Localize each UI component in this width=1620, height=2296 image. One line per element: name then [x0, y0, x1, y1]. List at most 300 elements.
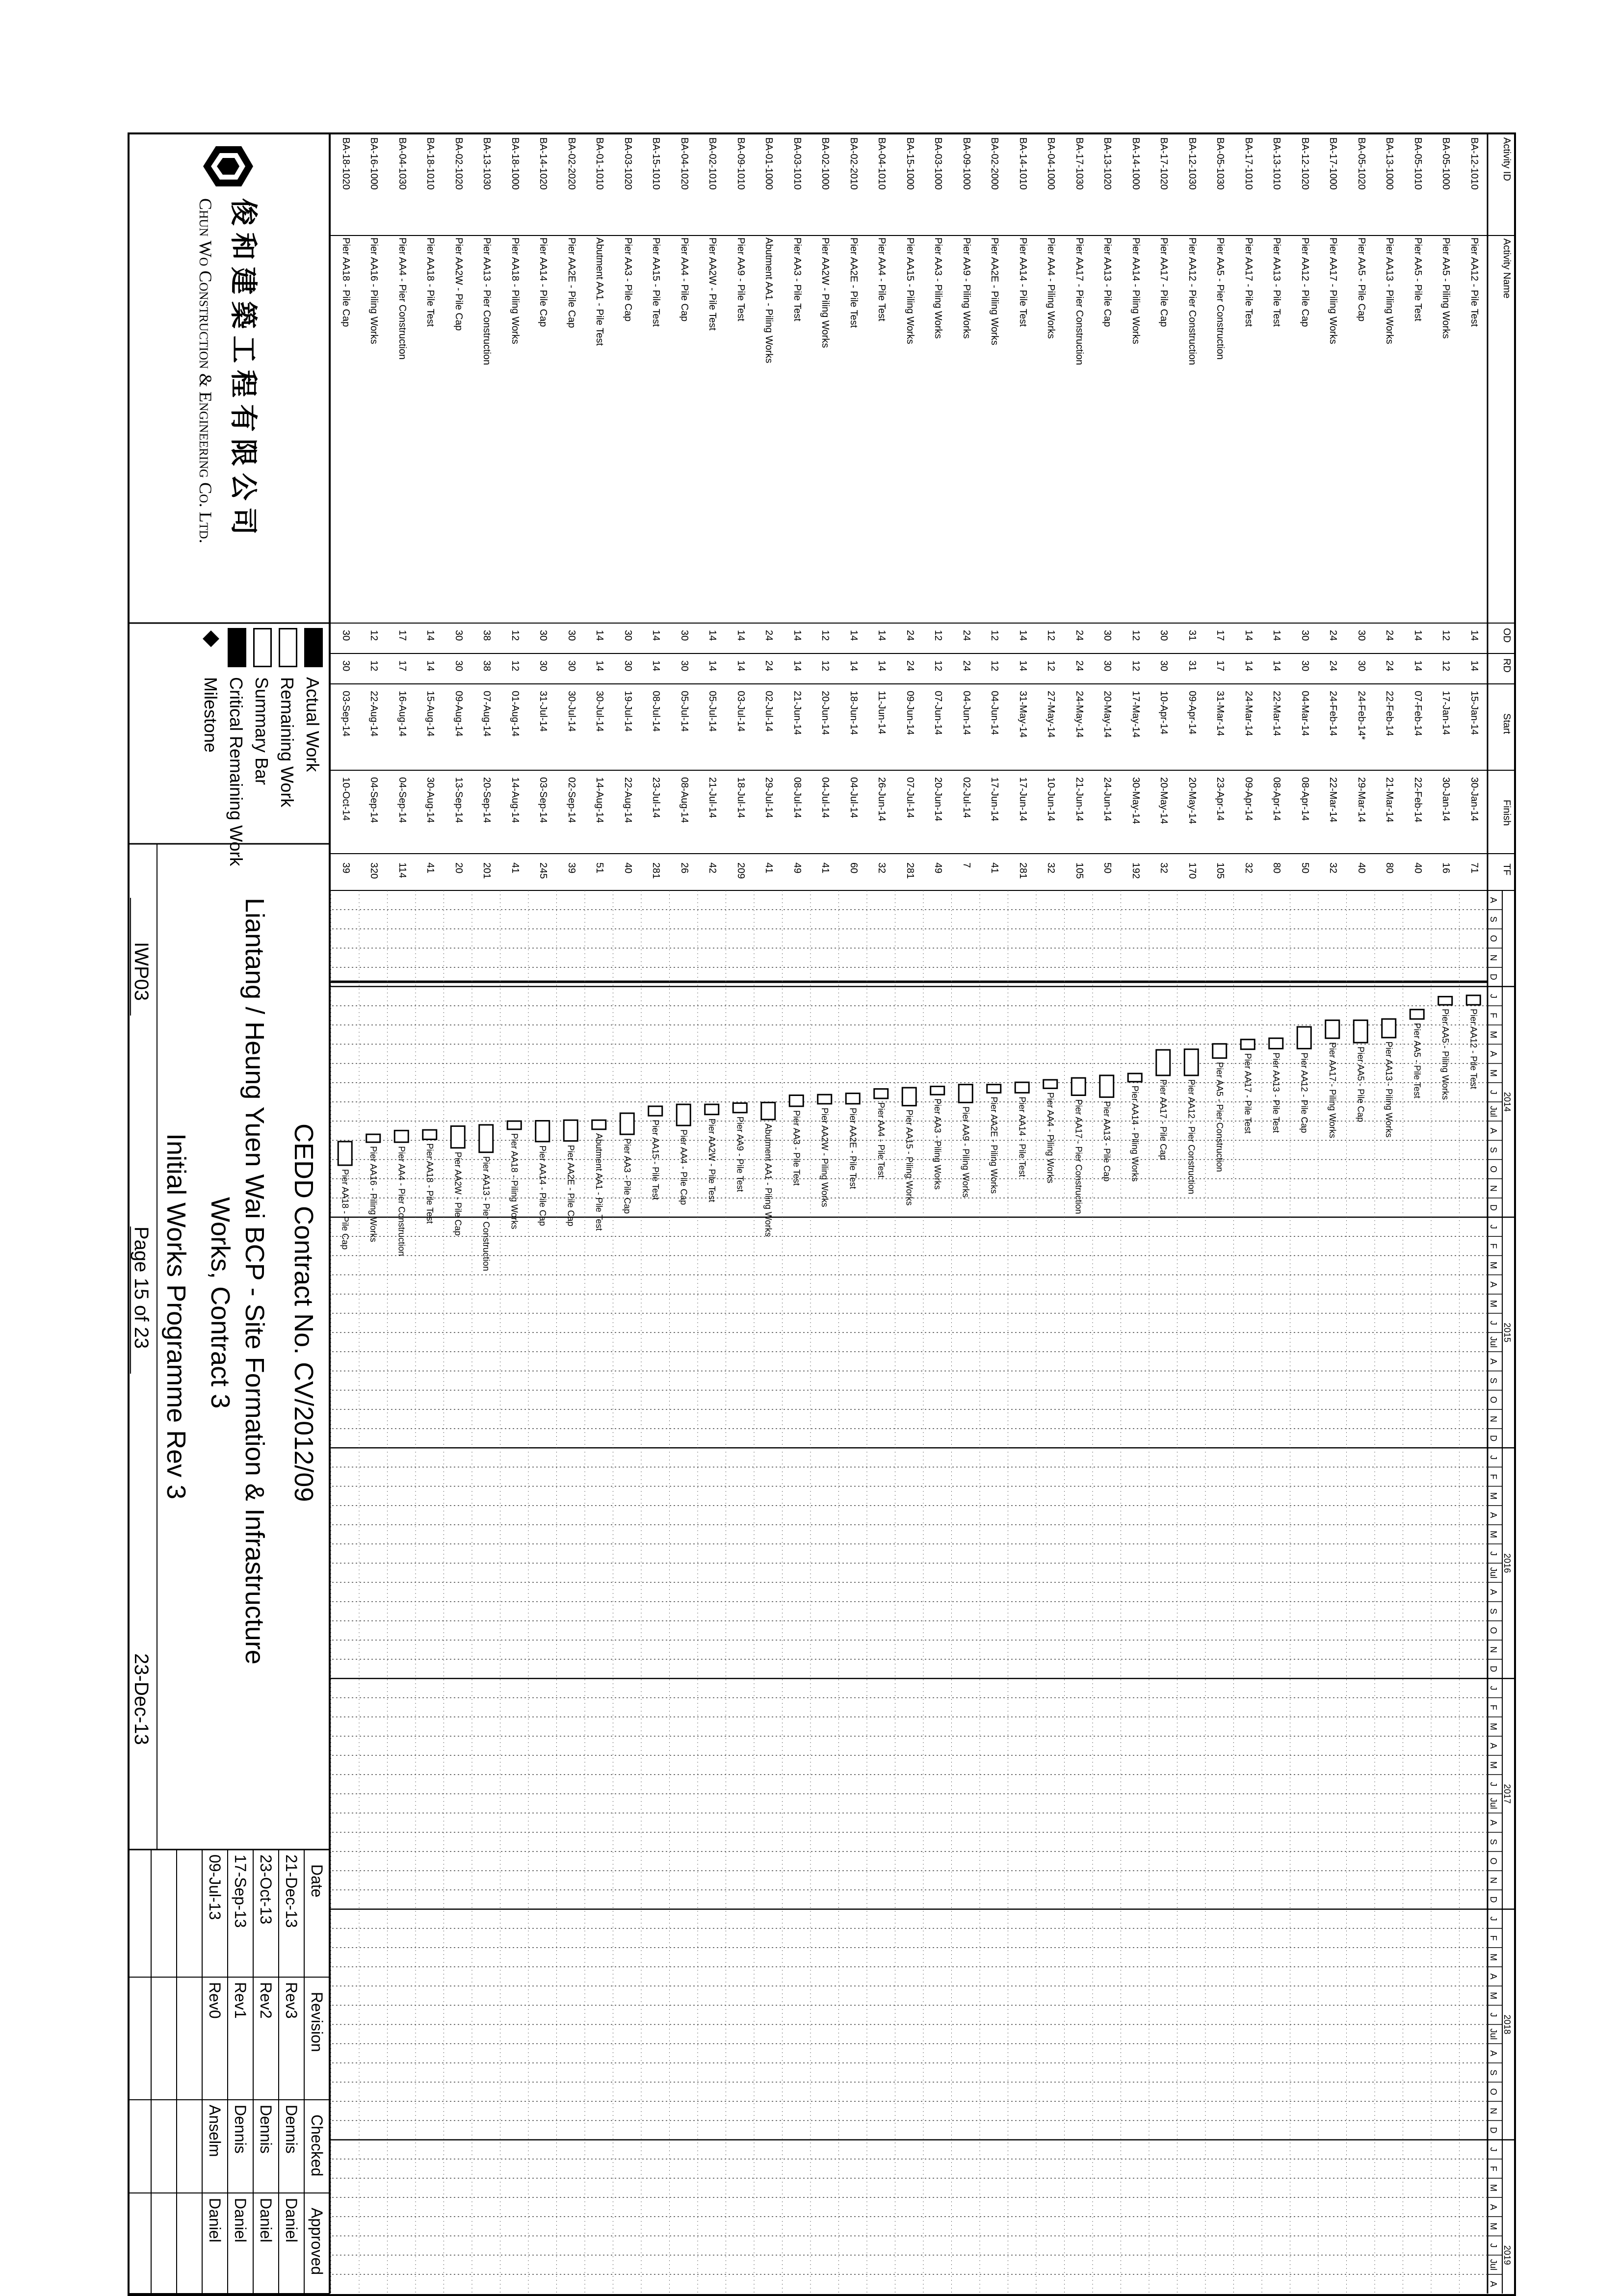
month-tick-label: O	[1489, 1396, 1498, 1404]
activity-id: BA-05-1000	[1440, 137, 1452, 190]
remaining-work-bar	[987, 1085, 1001, 1093]
activity-tf: 281	[651, 862, 662, 879]
activity-rd: 30	[453, 660, 464, 672]
month-tick-label: M	[1489, 1722, 1498, 1730]
activity-rd: 30	[1102, 660, 1113, 672]
activity-finish: 30-May-14	[1130, 777, 1141, 824]
activity-name: Pier AA3 - Pile Test	[792, 237, 803, 321]
activity-tf: 40	[1412, 862, 1423, 874]
activity-tf: 80	[1271, 862, 1282, 874]
activity-id: BA-09-1010	[735, 137, 746, 190]
contract-title: CEDD Contract No. CV/2012/09	[289, 1123, 318, 1502]
activity-od: 30	[1158, 630, 1170, 641]
activity-tf: 16	[1440, 862, 1452, 874]
activity-name: Pier AA17 - Pile Cap	[1158, 237, 1170, 327]
activity-id: BA-14-1000	[1130, 137, 1141, 190]
activity-od: 30	[1356, 630, 1367, 641]
activity-id: BA-02-2010	[848, 137, 859, 190]
bar-label: Pier AA17 - Pile Cap	[1158, 1079, 1168, 1160]
activity-tf: 41	[989, 862, 1000, 874]
remaining-work-bar	[733, 1103, 747, 1113]
revision-header: Date	[308, 1864, 326, 1898]
year-label: 2017	[1502, 1784, 1512, 1804]
activity-name: Pier AA18 - Pile Test	[425, 237, 436, 327]
activity-start: 09-Apr-14	[1187, 691, 1198, 734]
activity-start: 04-Mar-14	[1300, 691, 1310, 736]
remaining-work-bar	[1128, 1073, 1142, 1082]
legend-swatch	[279, 628, 297, 667]
activity-finish: 21-Jul-14	[707, 777, 718, 818]
legend-swatch	[253, 628, 272, 667]
activity-finish: 04-Jul-14	[820, 777, 831, 818]
remaining-work-bar	[1015, 1082, 1029, 1093]
activity-od: 30	[623, 630, 633, 641]
month-tick-label: Jul	[1489, 1798, 1498, 1809]
activity-start: 10-Apr-14	[1158, 691, 1170, 734]
bar-label: Pier AA2W - Pile Cap	[453, 1151, 463, 1236]
revision-cell: 17-Sep-13	[232, 1854, 249, 1928]
activity-rd: 12	[368, 660, 380, 672]
activity-od: 12	[368, 630, 380, 641]
month-tick-label: O	[1489, 935, 1498, 942]
activity-name: Pier AA13 - Pier Construction	[481, 237, 493, 365]
activity-id: BA-04-1000	[1045, 137, 1057, 190]
bar-label: Pier AA2E - Pile Test	[848, 1107, 858, 1189]
bar-label: Pier AA5 - Piling Works	[1440, 1009, 1450, 1100]
month-tick-label: J	[1489, 1090, 1498, 1095]
activity-tf: 209	[735, 862, 746, 879]
bar-label: Pier AA16 - Piling Works	[368, 1146, 378, 1242]
activity-id: BA-12-1030	[1187, 137, 1198, 190]
activity-id: BA-14-1010	[1018, 137, 1028, 190]
activity-tf: 281	[905, 862, 915, 879]
activity-od: 14	[792, 630, 803, 641]
bar-label: Pier AA5 - Pier Construction	[1214, 1062, 1225, 1172]
activity-rd: 30	[1158, 660, 1170, 672]
activity-id: BA-09-1000	[961, 137, 972, 190]
activity-name: Abutment AA1 - Pile Test	[594, 237, 605, 346]
month-tick-label: M	[1489, 1761, 1498, 1769]
activity-rd: 30	[340, 660, 351, 672]
month-tick-label: J	[1489, 993, 1498, 998]
activity-id: BA-15-1000	[905, 137, 915, 190]
bar-label: Pier AA4 - Pile Test	[876, 1102, 886, 1178]
bar-label: Abutment AA1 - Pile Test	[594, 1133, 604, 1231]
activity-start: 09-Aug-14	[453, 691, 464, 737]
bar-label: Pier AA3 - Pile Cap	[622, 1138, 632, 1214]
bar-label: Pier AA18 - Piling Works	[509, 1133, 520, 1229]
activity-name: Pier AA5 - Pier Construction	[1215, 237, 1226, 360]
gantt-chart	[128, 132, 1516, 2296]
remaining-work-bar	[1156, 1050, 1170, 1075]
bar-label: Pier AA12 - Pier Construction	[1186, 1079, 1197, 1195]
activity-name: Pier AA17 - Pile Test	[1243, 237, 1254, 327]
activity-name: Pier AA4 - Pile Test	[876, 237, 888, 321]
remaining-work-bar	[1438, 996, 1452, 1005]
month-tick-label: A	[1489, 1051, 1498, 1057]
month-tick-label: F	[1489, 1013, 1498, 1018]
activity-start: 30-Jul-14	[594, 691, 605, 732]
activity-name: Pier AA18 - Piling Works	[510, 237, 521, 344]
month-tick-label: A	[1489, 1743, 1498, 1749]
activity-tf: 32	[1328, 862, 1339, 874]
activity-name: Pier AA12 - Pile Test	[1469, 237, 1480, 327]
revision-cell: 09-Jul-13	[206, 1854, 224, 1920]
remaining-work-bar	[564, 1120, 577, 1141]
company-chinese-name: 俊和建築工程有限公司	[227, 198, 260, 542]
activity-start: 30-Jul-14	[566, 691, 577, 732]
activity-name: Pier AA16 - Piling Works	[368, 237, 380, 344]
activity-rd: 14	[1271, 660, 1282, 672]
activity-start: 09-Jun-14	[905, 691, 915, 735]
month-tick-label: A	[1489, 2050, 1498, 2057]
bar-label: Pier AA18 - Pile Cap	[340, 1169, 350, 1250]
activity-finish: 22-Aug-14	[623, 777, 633, 823]
activity-od: 14	[1243, 630, 1254, 641]
header-finish: Finish	[1501, 800, 1512, 826]
activity-name: Pier AA9 - Pile Test	[735, 237, 746, 321]
remaining-work-bar	[677, 1104, 690, 1125]
activity-name: Pier AA15 - Pile Test	[651, 237, 662, 327]
bar-label: Pier AA13 - Pier Construction	[481, 1156, 491, 1271]
month-tick-label: D	[1489, 1435, 1498, 1442]
revision-cell: Rev1	[232, 1982, 249, 2019]
bar-label: Pier AA5 - Pile Cap	[1356, 1046, 1366, 1122]
activity-tf: 170	[1187, 862, 1198, 879]
month-tick-label: M	[1489, 1261, 1498, 1269]
activity-id: BA-12-1010	[1469, 137, 1480, 190]
activity-finish: 24-Jun-14	[1102, 777, 1113, 822]
project-title-line1: Liantang / Heung Yuen Wai BCP - Site Formation & Infrastructure	[240, 898, 269, 1665]
activity-rd: 12	[933, 660, 944, 672]
revision-cell: Anselm	[206, 2105, 224, 2157]
activity-name: Pier AA2W - Piling Works	[820, 237, 831, 348]
activity-id: BA-14-1020	[538, 137, 549, 190]
activity-id: BA-13-1010	[1271, 137, 1282, 190]
activity-name: Pier AA12 - Pile Cap	[1300, 237, 1310, 327]
activity-od: 30	[1102, 630, 1113, 641]
activity-finish: 02-Sep-14	[566, 777, 577, 823]
activity-start: 18-Jun-14	[848, 691, 859, 735]
activity-id: BA-02-1000	[820, 137, 831, 190]
activity-start: 11-Jun-14	[876, 691, 888, 734]
rotated-sheet	[128, 132, 1516, 2296]
activity-rd: 24	[1384, 660, 1395, 672]
activity-tf: 105	[1215, 862, 1226, 879]
remaining-work-bar	[818, 1095, 832, 1104]
month-tick-label: J	[1489, 2243, 1498, 2248]
bar-label: Pier AA2W - Pile Test	[706, 1118, 717, 1202]
activity-finish: 30-Aug-14	[425, 777, 436, 823]
activity-id: BA-13-1000	[1384, 137, 1395, 190]
revision-cell: Dennis	[283, 2105, 300, 2154]
month-tick-label: M	[1489, 2222, 1498, 2230]
activity-id: BA-16-1000	[368, 137, 380, 190]
activity-finish: 20-May-14	[1187, 777, 1198, 824]
month-tick-label: D	[1489, 1896, 1498, 1903]
activity-finish: 26-Jun-14	[876, 777, 888, 822]
activity-start: 16-Aug-14	[397, 691, 408, 737]
activity-name: Pier AA4 - Pier Construction	[397, 237, 408, 360]
revision-cell: Daniel	[232, 2198, 249, 2243]
month-tick-label: Jul	[1489, 1336, 1498, 1348]
activity-name: Pier AA3 - Piling Works	[933, 237, 944, 339]
year-label: 2018	[1502, 2014, 1512, 2035]
activity-finish: 02-Jul-14	[961, 777, 972, 818]
year-label: 2019	[1502, 2245, 1512, 2265]
bar-label: Pier AA14 - Piling Works	[1130, 1085, 1140, 1182]
activity-id: BA-15-1010	[651, 137, 662, 190]
remaining-work-bar	[1354, 1020, 1367, 1043]
activity-rd: 12	[1440, 660, 1452, 672]
activity-start: 07-Jun-14	[933, 691, 944, 735]
legend-swatch	[304, 628, 323, 667]
activity-finish: 03-Sep-14	[538, 777, 549, 823]
header-start: Start	[1501, 713, 1512, 734]
activity-rd: 30	[679, 660, 690, 672]
activity-finish: 30-Jan-14	[1469, 777, 1480, 822]
activity-start: 20-May-14	[1102, 691, 1113, 738]
activity-rd: 12	[1045, 660, 1057, 672]
remaining-work-bar	[366, 1134, 380, 1142]
activity-od: 24	[905, 630, 915, 641]
activity-start: 07-Feb-14	[1412, 691, 1423, 736]
activity-start: 05-Jul-14	[679, 691, 690, 732]
bar-label: Pier AA2W - Piling Works	[819, 1107, 830, 1207]
activity-tf: 32	[1045, 862, 1057, 874]
month-tick-label: M	[1489, 1300, 1498, 1307]
remaining-work-bar	[1326, 1020, 1339, 1039]
activity-name: Pier AA2E - Pile Test	[848, 237, 859, 328]
activity-finish: 21-Jun-14	[1074, 777, 1085, 822]
activity-tf: 192	[1130, 862, 1141, 879]
remaining-work-bar	[620, 1113, 634, 1134]
remaining-work-bar	[902, 1088, 916, 1106]
bar-label: Pier AA14 - Pile Test	[1017, 1096, 1027, 1177]
month-tick-label: N	[1489, 954, 1498, 961]
activity-tf: 201	[481, 862, 493, 879]
month-tick-label: Jul	[1489, 1567, 1498, 1579]
activity-id: BA-18-1000	[510, 137, 521, 190]
activity-finish: 21-Mar-14	[1384, 777, 1395, 823]
activity-rd: 24	[1328, 660, 1339, 672]
remaining-work-bar	[931, 1086, 944, 1095]
activity-tf: 39	[340, 862, 351, 874]
activity-id: BA-12-1020	[1300, 137, 1310, 190]
activity-name: Pier AA13 - Pile Test	[1271, 237, 1282, 327]
activity-rd: 30	[538, 660, 549, 672]
header-activity-id: Activity ID	[1501, 137, 1512, 181]
remaining-work-bar	[705, 1104, 719, 1115]
revision-cell: 23-Oct-13	[257, 1854, 275, 1925]
activity-name: Pier AA14 - Pile Cap	[538, 237, 549, 327]
month-tick-label: J	[1489, 2147, 1498, 2152]
month-tick-label: M	[1489, 1953, 1498, 1961]
activity-rd: 14	[594, 660, 605, 672]
remaining-work-bar	[1044, 1080, 1057, 1088]
activity-rd: 14	[1469, 660, 1480, 672]
activity-start: 17-May-14	[1130, 691, 1141, 738]
activity-od: 30	[453, 630, 464, 641]
remaining-work-bar	[874, 1089, 888, 1098]
activity-id: BA-02-1020	[453, 137, 464, 190]
month-tick-label: S	[1489, 1608, 1498, 1615]
remaining-work-bar	[423, 1130, 437, 1139]
month-tick-label: S	[1489, 1378, 1498, 1384]
year-label: 2016	[1502, 1553, 1512, 1573]
activity-id: BA-03-1020	[623, 137, 633, 190]
remaining-work-bar	[1269, 1038, 1283, 1048]
activity-od: 12	[1130, 630, 1141, 641]
activity-tf: 40	[1356, 862, 1367, 874]
activity-rd: 14	[651, 660, 662, 672]
company-block	[130, 134, 329, 623]
bar-label: Pier AA17 - Pile Test	[1243, 1053, 1253, 1134]
activity-start: 24-Feb-14	[1328, 691, 1339, 736]
month-tick-label: O	[1489, 1166, 1498, 1173]
activity-name: Pier AA14 - Pile Test	[1018, 237, 1028, 327]
activity-start: 04-Jun-14	[989, 691, 1000, 735]
activity-tf: 32	[876, 862, 888, 874]
legend-label: Remaining Work	[277, 677, 297, 808]
remaining-work-bar	[1100, 1075, 1114, 1097]
month-tick-label: Jul	[1489, 2259, 1498, 2270]
activity-rd: 30	[566, 660, 577, 672]
revision-cell: Daniel	[206, 2198, 224, 2243]
activity-start: 24-May-14	[1074, 691, 1085, 738]
bar-label: Pier AA13 - Piling Works	[1384, 1041, 1394, 1138]
activity-tf: 41	[510, 862, 521, 874]
activity-finish: 20-Jun-14	[933, 777, 944, 822]
activity-rd: 14	[876, 660, 888, 672]
month-tick-label: J	[1489, 1225, 1498, 1229]
activity-name: Pier AA9 - Piling Works	[961, 237, 972, 339]
activity-tf: 320	[368, 862, 380, 879]
activity-finish: 10-Oct-14	[340, 777, 351, 821]
legend-label: Actual Work	[303, 677, 323, 772]
activity-start: 04-Jun-14	[961, 691, 972, 735]
activity-name: Pier AA18 - Pile Cap	[340, 237, 351, 327]
activity-finish: 04-Sep-14	[397, 777, 408, 823]
remaining-work-bar	[536, 1121, 549, 1141]
activity-tf: 51	[594, 862, 605, 874]
month-tick-label: D	[1489, 1666, 1498, 1672]
activity-id: BA-02-2000	[989, 137, 1000, 190]
activity-id: BA-17-1010	[1243, 137, 1254, 190]
month-tick-label: J	[1489, 1782, 1498, 1787]
activity-start: 24-Feb-14*	[1356, 691, 1367, 740]
activity-id: BA-04-1030	[397, 137, 408, 190]
activity-id: BA-05-1030	[1215, 137, 1226, 190]
activity-id: BA-13-1020	[1102, 137, 1113, 190]
activity-finish: 13-Sep-14	[453, 777, 464, 823]
activity-tf: 42	[707, 862, 718, 874]
remaining-work-bar	[1184, 1049, 1198, 1075]
activity-od: 12	[820, 630, 831, 641]
activity-od: 17	[1215, 630, 1226, 641]
month-tick-label: N	[1489, 1646, 1498, 1653]
activity-finish: 04-Sep-14	[368, 777, 380, 823]
activity-od: 14	[1412, 630, 1423, 641]
activity-name: Pier AA2E - Piling Works	[989, 237, 1000, 345]
activity-finish: 20-Sep-14	[481, 777, 493, 823]
remaining-work-bar	[1071, 1078, 1085, 1095]
remaining-work-bar	[338, 1142, 352, 1165]
activity-id: BA-05-1010	[1412, 137, 1423, 190]
month-tick-label: M	[1489, 2184, 1498, 2192]
activity-start: 22-Feb-14	[1384, 691, 1395, 736]
activity-rd: 14	[1018, 660, 1028, 672]
activity-name: Pier AA2E - Pile Cap	[566, 237, 577, 328]
activity-name: Pier AA17 - Pier Construction	[1074, 237, 1085, 365]
header-od: OD	[1501, 628, 1512, 643]
month-tick-label: A	[1489, 1127, 1498, 1134]
activity-tf: 20	[453, 862, 464, 874]
activity-finish: 22-Feb-14	[1412, 777, 1423, 823]
activity-rd: 31	[1187, 660, 1198, 672]
activity-tf: 245	[538, 862, 549, 879]
activity-finish: 20-May-14	[1158, 777, 1170, 824]
activity-start: 31-Mar-14	[1215, 691, 1226, 736]
activity-od: 12	[510, 630, 521, 641]
activity-od: 24	[1074, 630, 1085, 641]
activity-tf: 41	[425, 862, 436, 874]
month-tick-label: N	[1489, 1185, 1498, 1192]
activity-od: 24	[961, 630, 972, 641]
month-tick-label: M	[1489, 1530, 1498, 1538]
activity-name: Pier AA14 - Piling Works	[1130, 237, 1141, 344]
remaining-work-bar	[761, 1102, 775, 1120]
revision-cell: Rev2	[257, 1982, 275, 2019]
bar-label: Pier AA13 - Pile Cap	[1101, 1101, 1112, 1182]
activity-finish: 10-Jun-14	[1045, 777, 1057, 822]
activity-tf: 7	[961, 862, 972, 868]
activity-od: 14	[1271, 630, 1282, 641]
remaining-work-bar	[789, 1095, 803, 1106]
activity-tf: 39	[566, 862, 577, 874]
activity-name: Pier AA13 - Pile Cap	[1102, 237, 1113, 327]
activity-finish: 08-Aug-14	[679, 777, 690, 823]
activity-id: BA-18-1010	[425, 137, 436, 190]
month-tick-label: M	[1489, 1492, 1498, 1500]
legend-label: Critical Remaining Work	[226, 677, 246, 866]
activity-finish: 08-Jul-14	[792, 777, 803, 818]
bar-label: Pier AA15 - Piling Works	[904, 1109, 915, 1206]
revision-cell: 21-Dec-13	[283, 1854, 300, 1928]
activity-finish: 17-Jun-14	[989, 777, 1000, 822]
activity-name: Pier AA5 - Pile Cap	[1356, 237, 1367, 322]
activity-tf: 60	[848, 862, 859, 874]
bar-label: Pier AA17 - Pier Construction	[1073, 1099, 1084, 1214]
activity-start: 20-Jun-14	[820, 691, 831, 735]
activity-name: Pier AA4 - Piling Works	[1045, 237, 1057, 339]
activity-rd: 14	[425, 660, 436, 672]
activity-start: 27-May-14	[1045, 691, 1057, 738]
month-tick-label: J	[1489, 1455, 1498, 1460]
month-tick-label: O	[1489, 1627, 1498, 1634]
bar-label: Pier AA12 - Pile Cap	[1299, 1052, 1309, 1133]
revision-cell: Rev0	[206, 1982, 224, 2019]
activity-finish: 07-Jul-14	[905, 777, 915, 818]
month-tick-label: F	[1489, 1935, 1498, 1941]
month-tick-label: O	[1489, 2088, 1498, 2095]
activity-od: 17	[397, 630, 408, 641]
month-tick-label: S	[1489, 1147, 1498, 1153]
month-tick-label: J	[1489, 2012, 1498, 2017]
activity-id: BA-17-1000	[1328, 137, 1339, 190]
activity-finish: 14-Aug-14	[594, 777, 605, 823]
activity-rd: 14	[848, 660, 859, 672]
